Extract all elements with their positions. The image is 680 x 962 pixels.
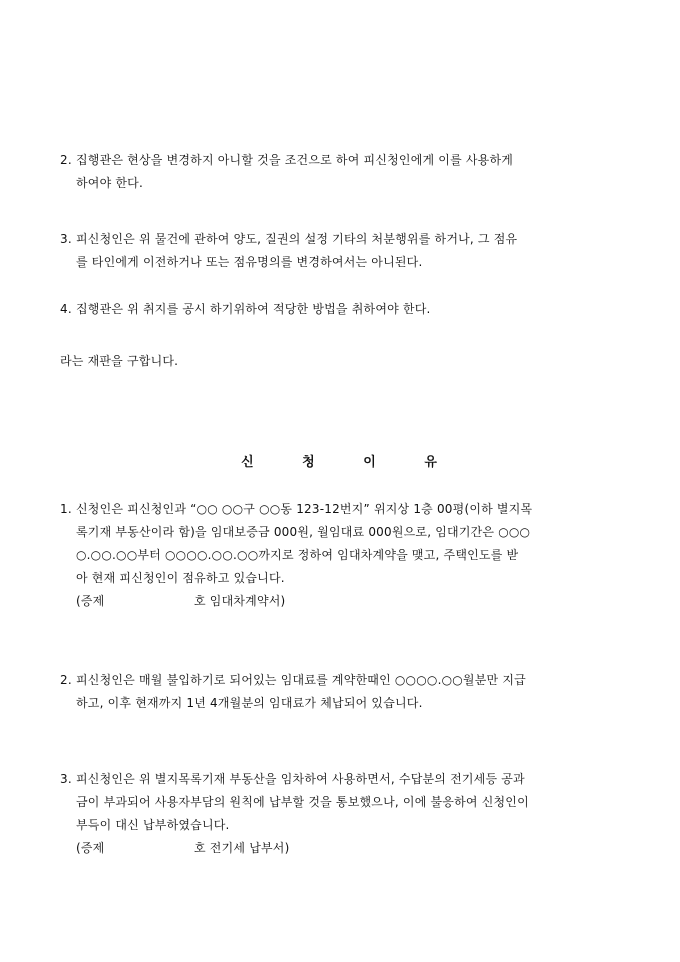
order-item-4 [60, 298, 632, 321]
item-text-line: 를 타인에게 이전하거나 또는 점유명의를 변경하여서는 아니된다. [76, 255, 423, 269]
item-text-line: 록기재 부동산이라 함)을 임대보증금 000원, 월임대료 000원으로, 임대기간은 ○○○ [76, 525, 531, 539]
item-text-line: 피신청인은 위 별지목록기재 부동산을 임차하여 사용하면서, 수답분의 전기세등 공과 [76, 772, 525, 786]
item-text-line: 신청인은 피신청인과 “○○ ○○구 ○○동 123-12번지” 위지상 1층 00평(이하 별지목 [76, 502, 533, 516]
evidence-label: (증제 [76, 841, 105, 855]
reason-item-2 [60, 669, 632, 715]
evidence-document: 호 전기세 납부서) [194, 841, 290, 855]
reason-item-3 [60, 768, 632, 860]
heading-char: 이 [363, 455, 378, 470]
item-text-line: 금이 부과되어 사용자부담의 원칙에 납부할 것을 통보했으나, 이에 불응하여 신청인이 [76, 795, 529, 809]
item-number: 2. [60, 153, 72, 167]
item-number: 2. [60, 673, 72, 687]
item-text-line: 집행관은 위 취지를 공시 하기위하여 적당한 방법을 취하여야 한다. [76, 302, 431, 316]
reason-item-1 [60, 498, 632, 613]
item-text-line: 하고, 이후 현재까지 1년 4개월분의 임대료가 체납되어 있습니다. [76, 696, 423, 710]
item-text-line: 집행관은 현상을 변경하지 아니할 것을 조건으로 하여 피신청인에게 이를 사용하게 [76, 153, 514, 167]
item-number: 1. [60, 502, 72, 516]
order-item-2 [60, 149, 632, 195]
item-number: 3. [60, 232, 72, 246]
section-heading [0, 451, 680, 470]
evidence-document: 호 임대차계약서) [194, 594, 286, 608]
heading-char: 신 [241, 455, 256, 470]
closing-sentence: 라는 재판을 구합니다. [60, 354, 179, 368]
evidence-label: (증제 [76, 594, 105, 608]
item-number: 4. [60, 302, 72, 316]
item-number: 3. [60, 772, 72, 786]
item-text-line: 부득이 대신 납부하였습니다. [76, 818, 230, 832]
item-text-line: ○.○○.○○부터 ○○○○.○○.○○까지로 정하여 임대차계약을 맺고, 주택인도를 받 [76, 548, 519, 562]
item-text-line: 아 현재 피신청인이 점유하고 있습니다. [76, 571, 285, 585]
evidence-note [60, 590, 632, 613]
item-text-line: 피신청인은 매월 불입하기로 되어있는 임대료를 계약한때인 ○○○○.○○월분만 지급 [76, 673, 526, 687]
evidence-note [60, 837, 632, 860]
item-text-line: 하여야 한다. [76, 176, 143, 190]
order-item-3 [60, 228, 632, 274]
item-text-line: 피신청인은 위 물건에 관하여 양도, 질권의 설정 기타의 처분행위를 하거나, 그 점유 [76, 232, 518, 246]
heading-char: 유 [424, 455, 439, 470]
heading-char: 청 [302, 455, 317, 470]
